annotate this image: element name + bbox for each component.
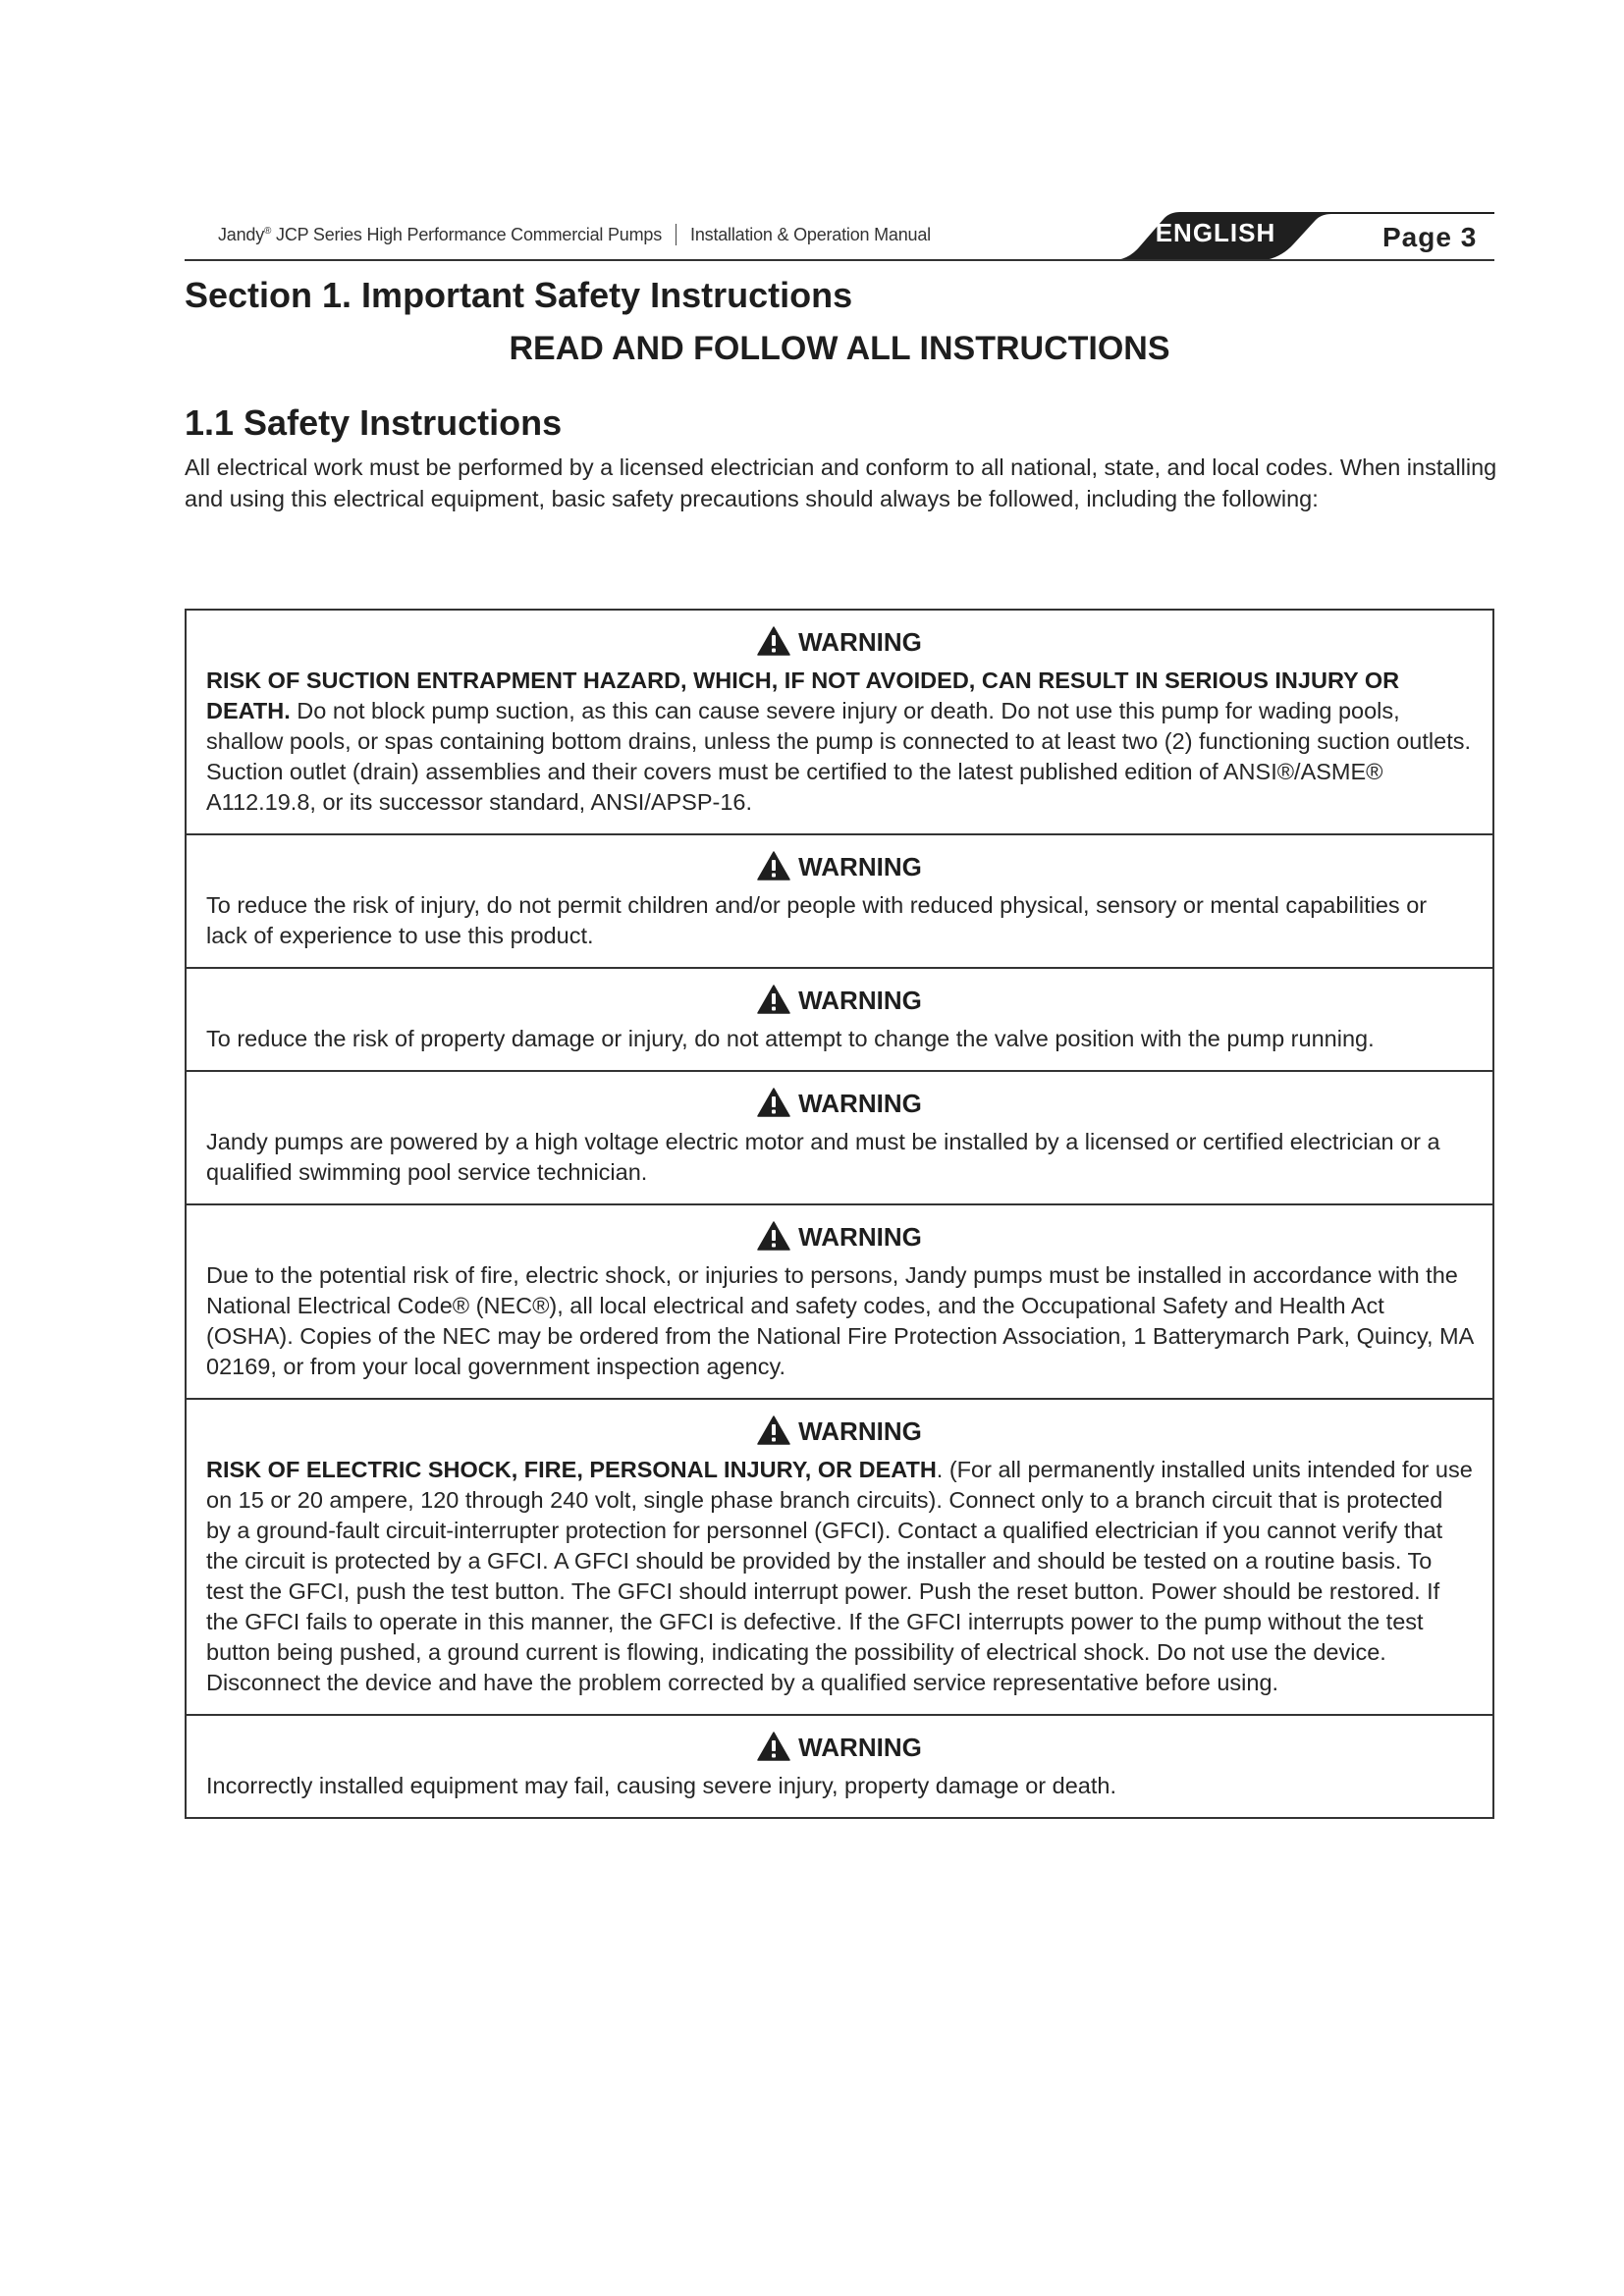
intro-paragraph: All electrical work must be performed by a licensed electrician and conform to all national, state, and local codes. When installing and using this electrical equipment, basic safety precautions should always be followed, including the following: [185,454,1497,511]
warning-text: RISK OF SUCTION ENTRAPMENT HAZARD, WHICH, IF NOT AVOIDED, CAN RESULT IN SERIOUS INJURY OR DEATH. Do not block pump suction, as this can cause severe injury or death. Do not use this pump for wading pools, shallow pools, or spas containing bottom drains, unless the pump is connected to at least two (2) functioning suction outlets. Suction outlet (drain) assemblies and their covers must be certified to the latest published edition of ANSI®/ASME® A112.19.8, or its successor standard, ANSI/APSP-16. [206,667,1472,815]
warning-triangle-icon [757,851,790,881]
warning-text: Incorrectly installed equipment may fail, causing severe injury, property damage or death. [206,1773,1116,1798]
warning-heading: WARNING [206,1086,1473,1121]
warning-box [187,1205,1492,1400]
warnings-table [185,609,1494,1819]
warning-heading: WARNING [206,1730,1473,1765]
registered-mark: ® [264,226,272,237]
warning-text: RISK OF ELECTRIC SHOCK, FIRE, PERSONAL INJURY, OR DEATH. (For all permanently installed units intended for use on 15 or 20 ampere, 120 through 240 volt, single phase branch circuits). Connect only to a branch circuit that is protected by a ground-fault circuit-interrupter protection for personnel (GFCI). Contact a qualified electrician if you cannot verify that the circuit is protected by a GFCI. A GFCI should be provided by the installer and should be tested on a routine basis. To test the GFCI, push the test button. The GFCI should interrupt power. Push the reset button. Power should be restored. If the GFCI fails to operate in this manner, the GFCI is defective. If the GFCI interrupts power to the pump without the test button being pushed, a ground current is flowing, indicating the possibility of electrical shock. Do not use the device. Disconnect the device and have the problem corrected by a qualified service representative before using. [206,1457,1473,1695]
warning-heading: WARNING [206,624,1473,660]
section-title: Section 1. Important Safety Instructions [185,275,853,315]
warning-text: Jandy pumps are powered by a high voltage electric motor and must be installed by a licensed or certified electrician or a qualified swimming pool service technician. [206,1129,1440,1185]
warning-triangle-icon [757,1732,790,1761]
warning-heading: WARNING [206,1414,1473,1449]
warning-text: Due to the potential risk of fire, electric shock, or injuries to persons, Jandy pumps must be installed in accordance with the National Electrical Code® (NEC®), all local electrical and safety codes, and the Occupational Safety and Health Act (OSHA). Copies of the NEC may be ordered from the National Fire Protection Association, 1 Batterymarch Park, Quincy, MA 02169, or from your local government inspection agency. [206,1262,1473,1379]
header-brand: Jandy [218,225,265,244]
warning-triangle-icon [757,1088,790,1117]
header-separator [676,224,677,245]
header-manual: Installation & Operation Manual [690,225,931,244]
page-number: Page 3 [1382,222,1478,252]
warning-box [187,611,1492,835]
warning-heading: WARNING [206,849,1473,884]
warning-text: To reduce the risk of injury, do not permit children and/or people with reduced physical, sensory or mental capabilities or lack of experience to use this product. [206,892,1428,948]
warning-box [187,1400,1492,1716]
instructions-banner: READ AND FOLLOW ALL INSTRUCTIONS [509,330,1170,367]
warning-triangle-icon [757,985,790,1014]
language-label: ENGLISH [1155,218,1276,247]
subsection-title: 1.1 Safety Instructions [185,402,563,443]
header-document-title [218,224,931,245]
warning-triangle-icon [757,626,790,656]
header-product: JCP Series High Performance Commercial Pumps [271,225,663,244]
warning-triangle-icon [757,1221,790,1251]
warning-box [187,1716,1492,1817]
warning-text: To reduce the risk of property damage or injury, do not attempt to change the valve position with the pump running. [206,1026,1375,1051]
header-rule [185,259,1068,261]
warning-triangle-icon [757,1415,790,1445]
warning-heading: WARNING [206,1219,1473,1255]
warning-box [187,835,1492,969]
page-header [185,208,1494,265]
warning-heading: WARNING [206,983,1473,1018]
warning-box [187,969,1492,1072]
warning-box [187,1072,1492,1205]
